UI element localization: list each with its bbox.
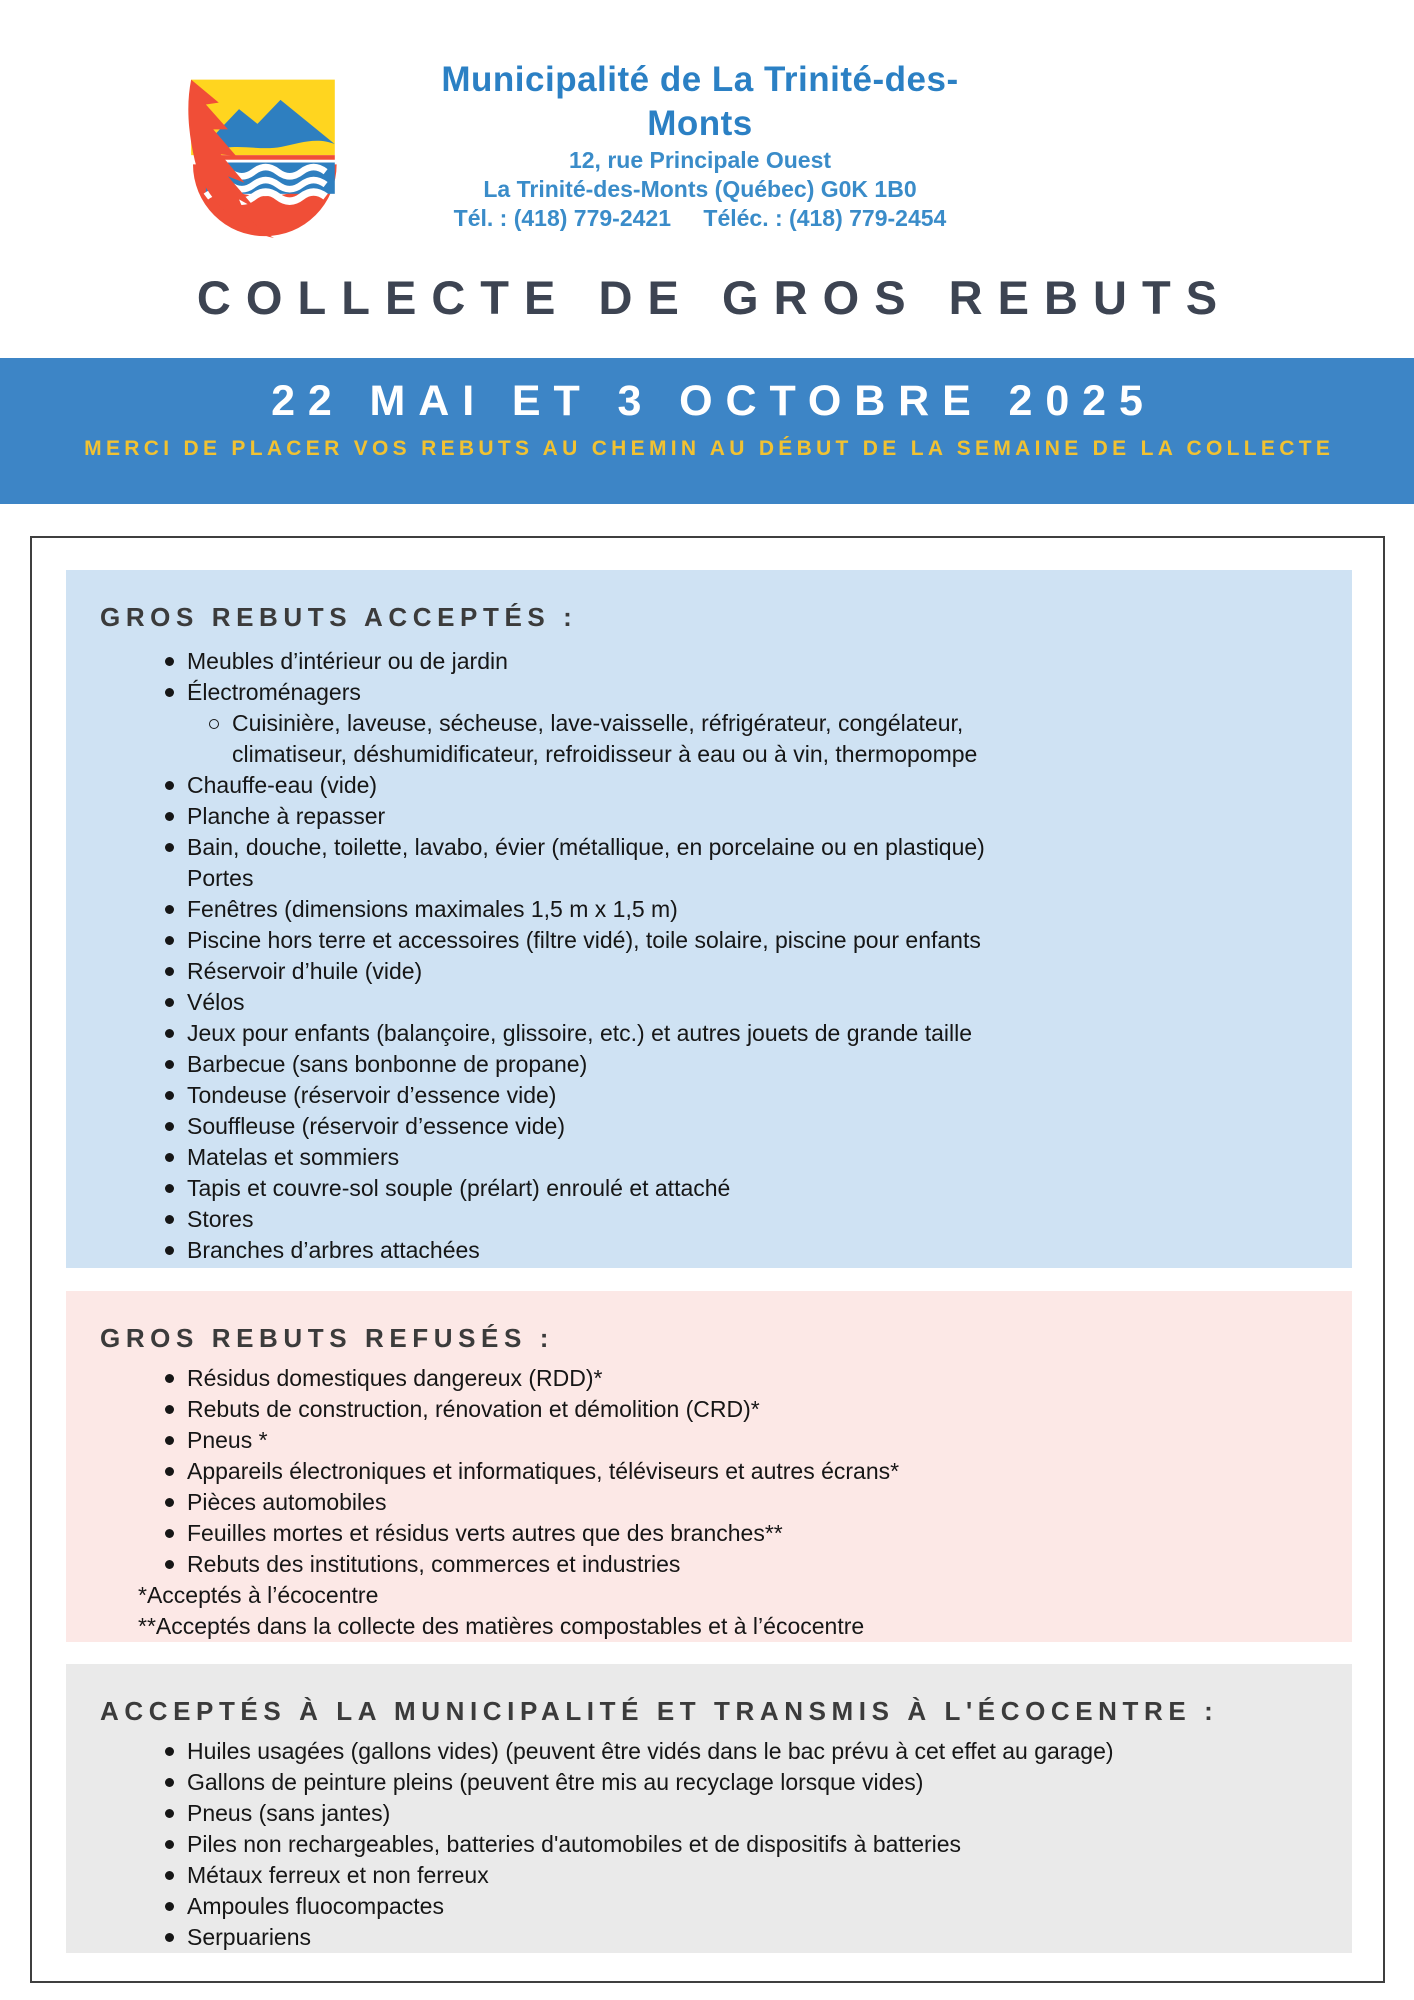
date-banner <box>0 358 1414 504</box>
fax-number: Téléc. : (418) 779-2454 <box>703 205 947 231</box>
list-item: Matelas et sommiers <box>66 1142 1352 1173</box>
bullet-icon <box>151 1153 187 1162</box>
bullet-icon <box>151 998 187 1007</box>
list-item: Rebuts des institutions, commerces et industries <box>66 1549 1352 1580</box>
section-refused <box>66 1291 1352 1642</box>
list-item: Gallons de peinture pleins (peuvent être mis au recyclage lorsque vides) <box>66 1767 1352 1798</box>
refused-list <box>66 1363 1352 1642</box>
section-refused-heading: GROS REBUTS REFUSÉS : <box>100 1323 554 1353</box>
list-item: Tondeuse (réservoir d’essence vide) <box>66 1080 1352 1111</box>
bullet-icon <box>151 1529 187 1538</box>
ecocentre-list <box>66 1736 1352 1953</box>
org-name: Municipalité de La Trinité-des-Monts <box>441 60 959 143</box>
list-item: Barbecue (sans bonbonne de propane) <box>66 1049 1352 1080</box>
bullet-icon <box>151 1436 187 1445</box>
bullet-icon <box>151 812 187 821</box>
bullet-icon <box>151 1405 187 1414</box>
list-item: Serpuariens <box>66 1922 1352 1953</box>
list-item: Métaux ferreux et non ferreux <box>66 1860 1352 1891</box>
list-item: Piles non rechargeables, batteries d'automobiles et de dispositifs à batteries <box>66 1829 1352 1860</box>
list-item: **Acceptés dans la collecte des matières compostables et à l’écocentre <box>138 1613 865 1639</box>
list-item: Jeux pour enfants (balançoire, glissoire, etc.) et autres jouets de grande taille <box>66 1018 1352 1049</box>
list-item: Meubles d’intérieur ou de jardin <box>66 646 1352 677</box>
list-item: climatiseur, déshumidificateur, refroidisseur à eau ou à vin, thermopompe <box>232 741 978 767</box>
list-item: Réservoir d’huile (vide) <box>66 956 1352 987</box>
list-item: Bain, douche, toilette, lavabo, évier (métallique, en porcelaine ou en plastique) <box>66 832 1352 863</box>
accepted-list <box>66 646 1352 1266</box>
municipality-logo <box>145 52 357 250</box>
list-item: Pneus * <box>66 1425 1352 1456</box>
bullet-icon <box>151 688 187 697</box>
bullet-icon <box>151 781 187 790</box>
bullet-icon <box>151 657 187 666</box>
list-item: Pneus (sans jantes) <box>66 1798 1352 1829</box>
list-item: Souffleuse (réservoir d’essence vide) <box>66 1111 1352 1142</box>
bullet-icon <box>151 1215 187 1224</box>
list-item: Ampoules fluocompactes <box>66 1891 1352 1922</box>
list-item: Stores <box>66 1204 1352 1235</box>
list-item: Feuilles mortes et résidus verts autres que des branches** <box>66 1518 1352 1549</box>
bullet-icon <box>151 936 187 945</box>
page-title: COLLECTE DE GROS REBUTS <box>196 271 1233 324</box>
address-line-2: La Trinité-des-Monts (Québec) G0K 1B0 <box>483 176 917 202</box>
list-item: Piscine hors terre et accessoires (filtre vidé), toile solaire, piscine pour enfants <box>66 925 1352 956</box>
list-item: Huiles usagées (gallons vides) (peuvent être vidés dans le bac prévu à cet effet au garage) <box>66 1736 1352 1767</box>
letterhead <box>390 58 1010 233</box>
list-item: Pièces automobiles <box>66 1487 1352 1518</box>
bullet-icon <box>151 1184 187 1193</box>
bullet-icon <box>151 967 187 976</box>
bullet-icon <box>151 1122 187 1131</box>
list-item: Tapis et couvre-sol souple (prélart) enroulé et attaché <box>66 1173 1352 1204</box>
list-item: Rebuts de construction, rénovation et démolition (CRD)* <box>66 1394 1352 1425</box>
list-item: Cuisinière, laveuse, sécheuse, lave-vaisselle, réfrigérateur, congélateur, <box>66 708 1352 739</box>
bullet-icon <box>151 1467 187 1476</box>
list-item: Chauffe-eau (vide) <box>66 770 1352 801</box>
list-item: Planche à repasser <box>66 801 1352 832</box>
banner-notice: MERCI DE PLACER VOS REBUTS AU CHEMIN AU DÉBUT DE LA SEMAINE DE LA COLLECTE <box>84 437 1335 460</box>
circle-bullet-icon <box>196 719 232 729</box>
bullet-icon <box>151 1374 187 1383</box>
bullet-icon <box>151 1560 187 1569</box>
bullet-icon <box>151 1091 187 1100</box>
bullet-icon <box>151 1778 187 1787</box>
content-frame <box>30 536 1385 1983</box>
bullet-icon <box>151 1902 187 1911</box>
section-ecocentre <box>66 1664 1352 1953</box>
list-item: Résidus domestiques dangereux (RDD)* <box>66 1363 1352 1394</box>
list-item: Électroménagers <box>66 677 1352 708</box>
list-item: Fenêtres (dimensions maximales 1,5 m x 1,5 m) <box>66 894 1352 925</box>
collection-dates: 22 MAI ET 3 OCTOBRE 2025 <box>271 377 1156 425</box>
address-line-1: 12, rue Principale Ouest <box>568 147 832 173</box>
list-item: Vélos <box>66 987 1352 1018</box>
phone-fax-line <box>390 204 1010 233</box>
section-ecocentre-heading: ACCEPTÉS À LA MUNICIPALITÉ ET TRANSMIS À L'ÉCOCENTRE : <box>100 1696 1219 1726</box>
bullet-icon <box>151 1840 187 1849</box>
bullet-icon <box>151 905 187 914</box>
section-accepted <box>66 570 1352 1268</box>
bullet-icon <box>151 1747 187 1756</box>
bullet-icon <box>151 1933 187 1942</box>
bullet-icon <box>151 1246 187 1255</box>
bullet-icon <box>151 843 187 852</box>
phone-number: Tél. : (418) 779-2421 <box>453 205 671 231</box>
bullet-icon <box>151 1029 187 1038</box>
list-item: Branches d’arbres attachées <box>66 1235 1352 1266</box>
list-item: Portes <box>187 865 254 891</box>
section-accepted-heading: GROS REBUTS ACCEPTÉS : <box>100 602 578 632</box>
bullet-icon <box>151 1498 187 1507</box>
bullet-icon <box>151 1871 187 1880</box>
list-item: Appareils électroniques et informatiques, téléviseurs et autres écrans* <box>66 1456 1352 1487</box>
bullet-icon <box>151 1060 187 1069</box>
bullet-icon <box>151 1809 187 1818</box>
list-item: *Acceptés à l’écocentre <box>138 1582 379 1608</box>
